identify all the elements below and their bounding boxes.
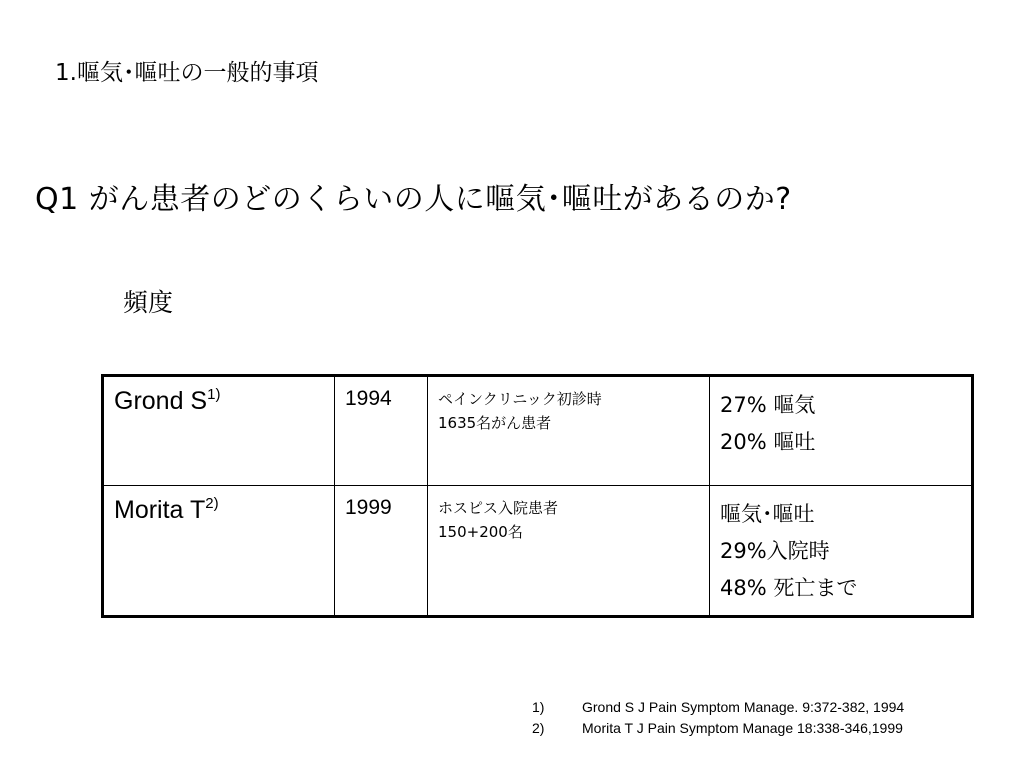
frequency-subheading: 頻度 [123,288,174,317]
study-table [101,374,974,618]
reference-number: 1) [532,699,545,715]
population-line: 150+200名 [438,523,523,541]
author-cell [103,376,335,486]
result-line: 嘔気･嘔吐 [720,502,815,526]
reference-item [532,697,904,718]
result-cell [710,486,973,617]
reference-mark: 1) [207,386,221,403]
references [532,697,904,739]
population-line: 1635名がん患者 [438,414,552,432]
result-line: 48% 死亡まで [720,576,858,600]
population-cell [428,486,710,617]
reference-number: 2) [532,720,545,736]
population-cell [428,376,710,486]
question-title: Q1 がん患者のどのくらいの人に嘔気･嘔吐があるのか? [35,182,792,217]
author-cell [103,486,335,617]
result-line: 29%入院時 [720,539,830,563]
reference-text: Morita T J Pain Symptom Manage 18:338-346,1999 [582,720,903,736]
population-line: ホスピス入院患者 [438,499,559,517]
reference-mark: 2) [205,495,219,512]
reference-text: Grond S J Pain Symptom Manage. 9:372-382, 1994 [582,699,905,715]
reference-item [532,718,904,739]
result-line: 20% 嘔吐 [720,430,816,454]
author-name: Morita T [114,496,206,524]
population-line: ペインクリニック初診時 [438,390,602,408]
slide-heading: 1.嘔気･嘔吐の一般的事項 [55,60,319,86]
result-line: 27% 嘔気 [720,393,816,417]
year-cell: 1999 [335,486,428,617]
year-cell: 1994 [335,376,428,486]
table-row [103,486,973,617]
author-name: Grond S [114,387,208,415]
table-row [103,376,973,486]
result-cell [710,376,973,486]
